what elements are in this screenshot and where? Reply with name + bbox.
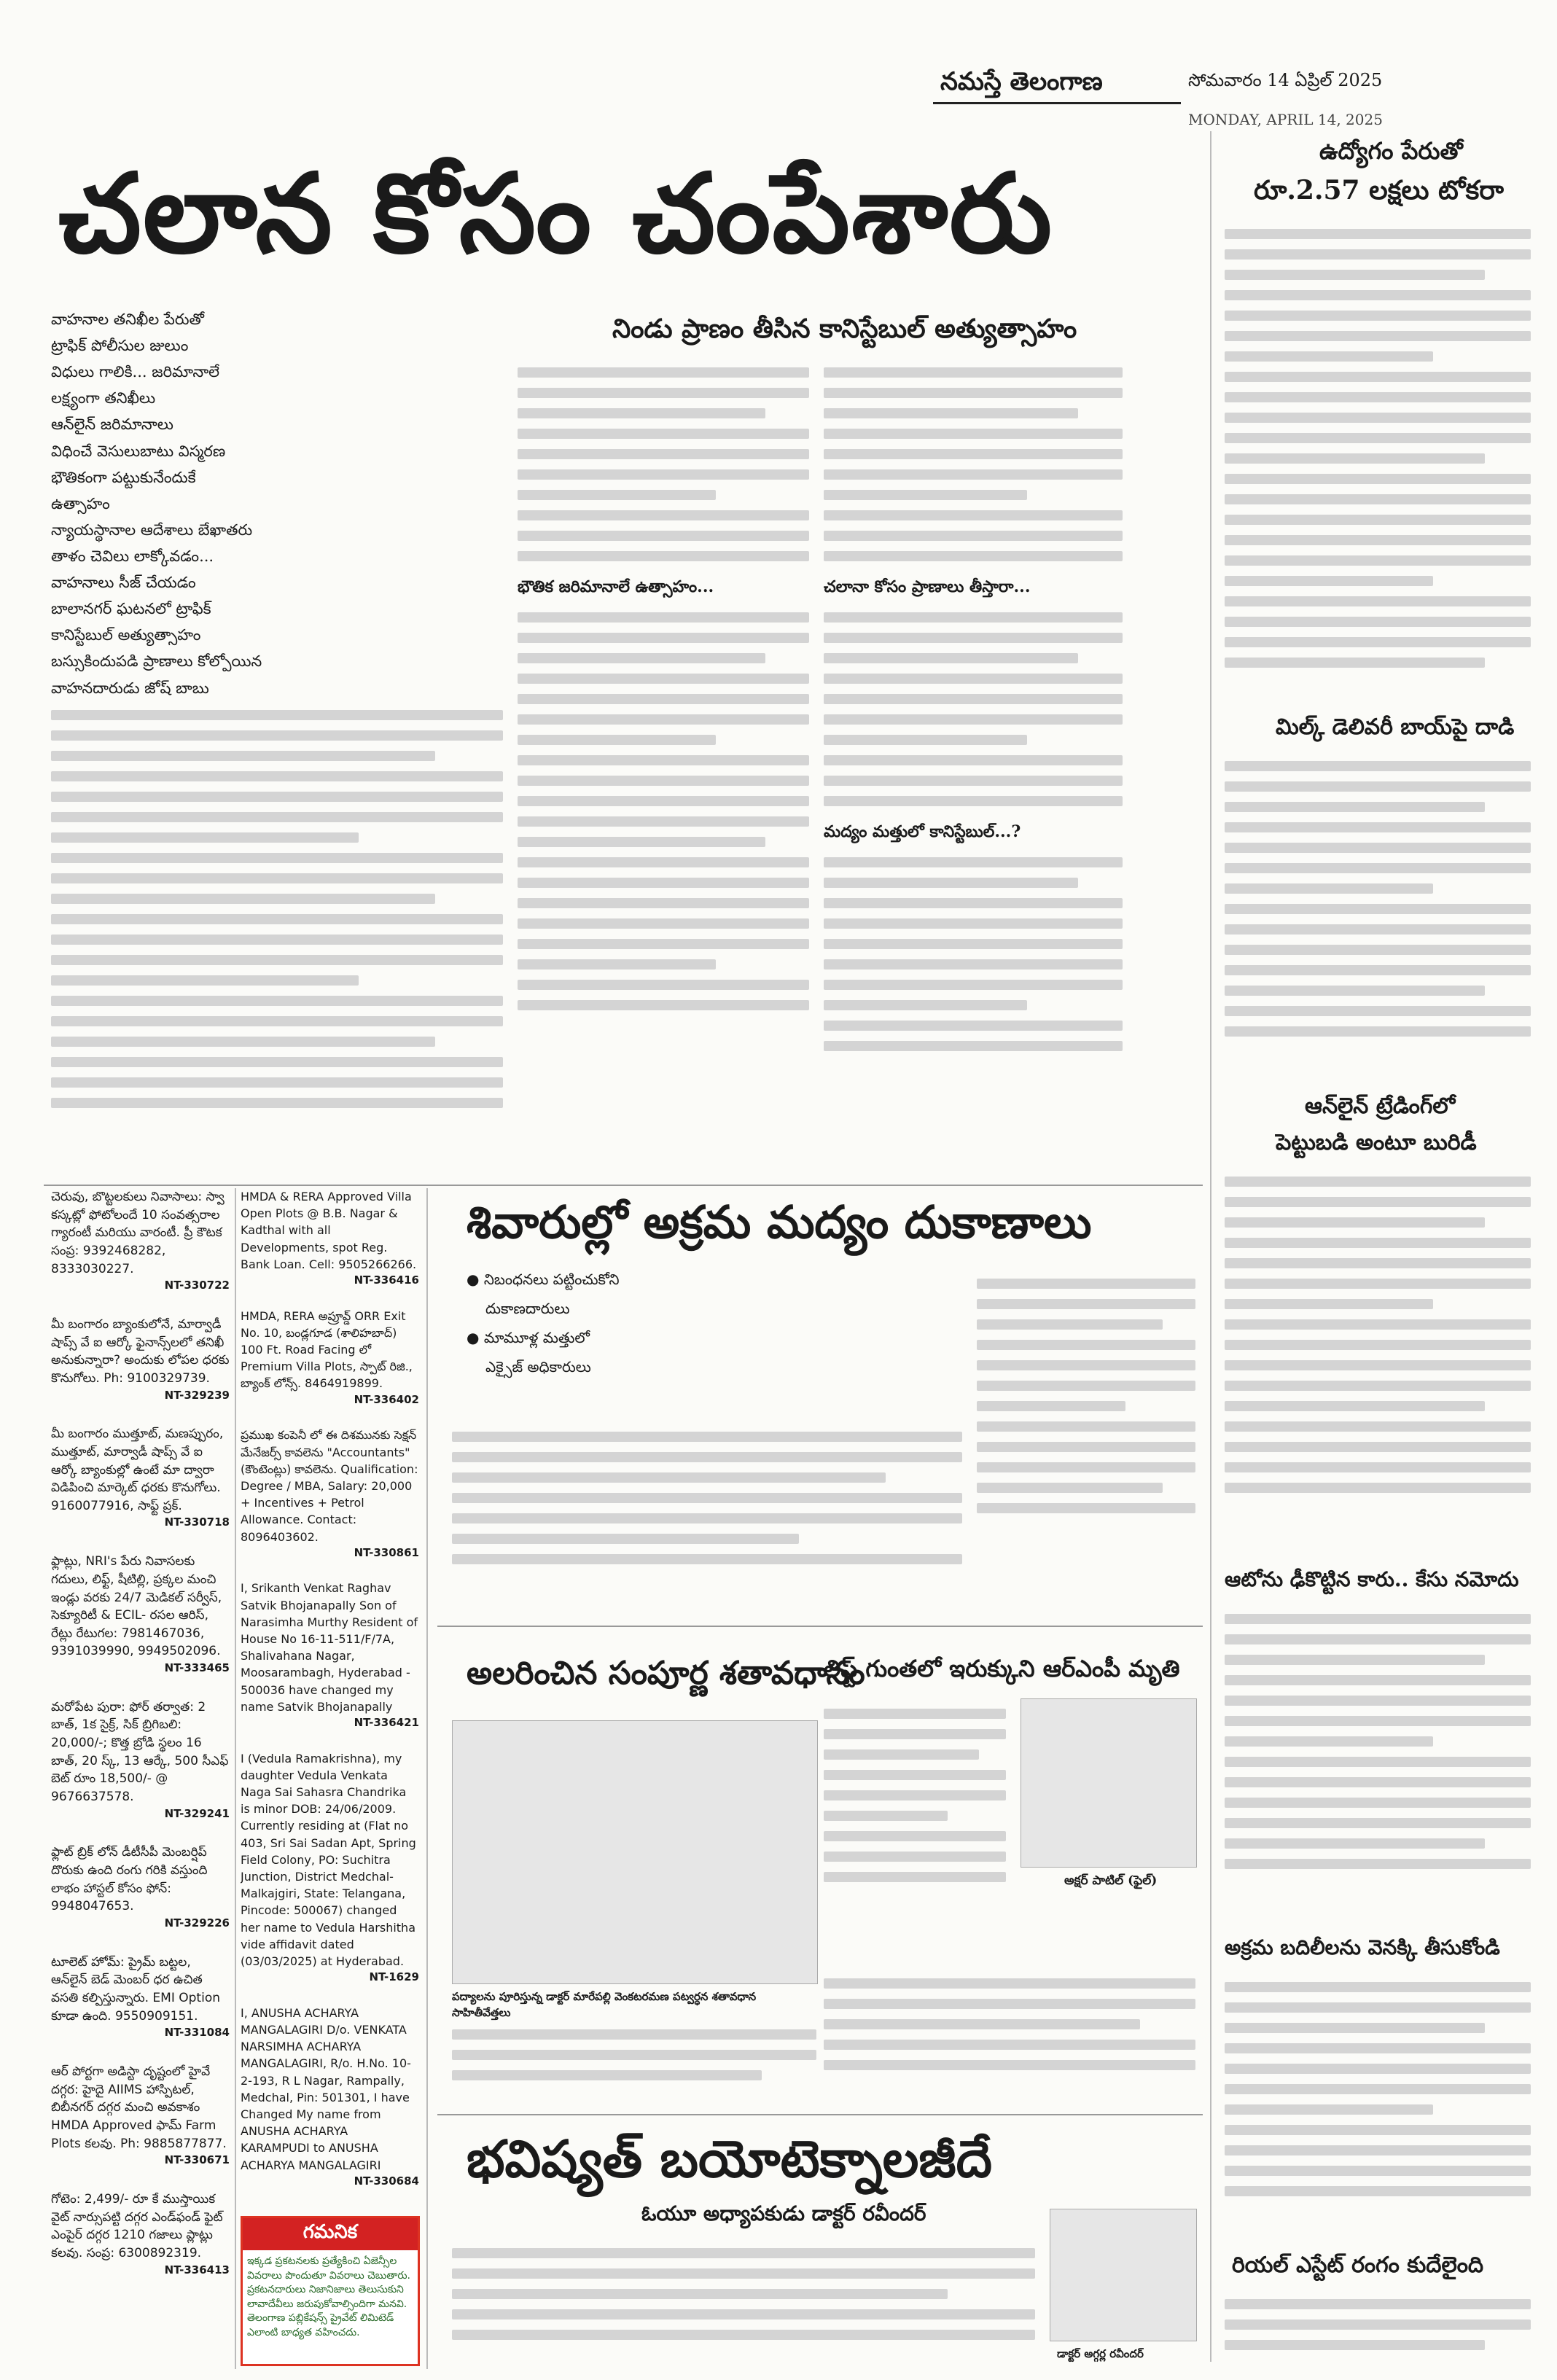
classified-ad: మీ బంగారం బ్యాంకులోనే, మార్వాడీ షాప్స్ వే ఐ ఆర్కో ఫైనాన్స్‌లలో తనిఖీ అనుకున్నారా? అందుకు లోపల ధరకు కొనుగోలు. Ph: 9100329739. NT-329239 xyxy=(51,1316,230,1402)
notice-text: ఇక్కడ ప్రకటనలకు ప్రత్యేకించి ఏజెన్సీల వివరాలు పొందుతూ వివరాలు చెబుతారు. ప్రకటనదారులు నిజానిజాలు తెలుసుకుని లావాదేవీలు జరుపుకోవాల్సిందిగా మనవి. తెలంగాణ పబ్లికేషన్స్ ప్రైవేట్ లిమిటెడ్ ఎలాంటి బాధ్యత వహించదు. xyxy=(247,2255,410,2338)
summary-line: తాళం చెవిలు లాక్కోవడం... xyxy=(51,547,214,565)
classified-ad: మరోపేట పురా: ఫోర్ తర్వాత: 2 బాత్, 1క సైక్ర్, సిక్ బ్రిగిబలి: 20,000/-; కొత్త బ్రోడి స్థలం 16 బాత్, 20 స్క్, 13 ఆర్కే, 500 సీఎఫ్ బెట్ రూం 18,500/- @ 9676637578. NT-329241 xyxy=(51,1699,230,1820)
liquor-headline: శివారుల్లో అక్రమ మద్యం దుకాణాలు xyxy=(467,1195,1092,1249)
summary-line: భౌతికంగా పట్టుకునేందుకే xyxy=(51,468,196,486)
summary-line: ఉత్సాహం xyxy=(51,494,110,512)
lead-headline: చలాన కోసం చంపేశారు xyxy=(58,149,1054,278)
summary-line: ట్రాఫిక్ పోలీసుల జులుం xyxy=(51,337,189,355)
lift-body xyxy=(824,1698,1006,1961)
summary-line: వాహనాల తనిఖీల పేరుతో xyxy=(51,311,205,328)
classified-ad: చెరువు, బొట్టలకులు నివాసాలు: స్వా కస్కట్లో ఫోటోలందే 10 సంవత్సరాల గ్యారంటీ మరియు వారంటీ. ప్రీ కౌటక సంప్ర: 9392468282, 8333030227. NT-330722 xyxy=(51,1190,230,1292)
lead-body-right xyxy=(824,357,1123,1181)
classified-ad: I, ANUSHA ACHARYA MANGALAGIRI D/o. VENKATA NARSIMHA ACHARYA MANGALAGIRI, R/o. H.No. 10-2-193, R L Nagar, Rampally, Medchal, Pin: 501301, I have Changed My name from ANUSHA ACHARYA KARAMPUDI to ANUSHA ACHARYA MANGALAGIRI NT-330684 xyxy=(241,2005,419,2188)
classified-ad: టూలెట్ హోమ్: ప్రైమ్ బట్టల, ఆన్‌లైన్ బెడ్ మెంబర్ ధర ఉచిత వసతి కల్పిస్తున్నారు. EMI Option కూడా ఉంది. 9550909151. NT-331084 xyxy=(51,1954,230,2040)
liquor-bullets xyxy=(467,1265,685,1381)
story-title: ఉద్యోగం పేరుతో xyxy=(1319,137,1463,165)
lead-subhead-3: మద్యం మత్తులో కానిస్టేబుల్...? xyxy=(824,822,1021,842)
classified-ad: I (Vedula Ramakrishna), my daughter Vedula Venkata Naga Sai Sahasra Chandrika is minor DOB: 24/06/2009. Currently residing at (Flat no 403, Sri Sai Sadan Apt, Spring Field Colony, PO: Suchitra Junction, District Medchal-Malkajgiri, State: Telangana, Pincode: 500067) changed her name to Vedula Harshitha vide affidavit dated (03/03/2025) at Hyderabad. NT-1629 xyxy=(241,1751,419,1984)
lead-summary xyxy=(51,306,284,701)
summary-line: కానిస్టేబుల్ అత్యుత్సాహం xyxy=(51,626,201,644)
notice-box xyxy=(241,2216,420,2366)
classified-ad: ఫ్లాట్ బ్రిక్ లోన్ డీటీసీపీ మెంబర్షిప్ దొరుకు ఉంది రంగు గరికి వస్తుంది లాభం హాస్టల్ కోసం ఫోన్: 9948047653. NT-329226 xyxy=(51,1845,230,1930)
biotech-body xyxy=(452,2238,1035,2369)
section-rule xyxy=(437,1626,1203,1627)
lift-body xyxy=(824,1968,1195,2107)
bullet-item: ● నిబంధనలు పట్టించుకోని xyxy=(467,1271,620,1288)
story-title: మిల్క్ డెలివరీ బాయ్‌పై దాడి xyxy=(1276,714,1515,740)
classified-ad: గోటెం: 2,499/- రూ కే ముస్తాయిక వైట్ నార్సుపట్టి దగ్గర ఎండ్‌ఫండ్ ఫైట్ ఎంపైర్ దగ్గర 1210 గజాలు ప్లాట్లు కలవు. సంప్ర: 6300892319. NT-336413 xyxy=(51,2191,230,2276)
summary-line: విధులు గాలికి... జరిమానాలే xyxy=(51,363,220,381)
shatavadhanam-body xyxy=(452,2019,816,2107)
shatavadhanam-caption: పద్యాలను పూరిస్తున్న డాక్టర్ మారేపల్లి వెంకటరమణ పట్వర్ధన శతావధాన సాహితీవేత్తలు xyxy=(452,1990,757,2019)
story-title: రియల్ ఎస్టేట్ రంగం కుదేలైంది xyxy=(1232,2252,1484,2278)
liquor-body xyxy=(452,1421,962,1618)
story-title: అక్రమ బదిలీలను వెనక్కి తీసుకోండి xyxy=(1225,1935,1500,1959)
story-body xyxy=(1225,751,1531,1093)
summary-line: బాలానగర్ ఘటనలో ట్రాఫిక్ xyxy=(51,600,211,618)
date-english: MONDAY, APRIL 14, 2025 xyxy=(1188,111,1383,128)
masthead-rule xyxy=(933,102,1181,104)
summary-line: ఆన్‌లైన్ జరిమానాలు xyxy=(51,415,173,434)
story-title: పెట్టుబడి అంటూ బురిడీ xyxy=(1276,1130,1477,1155)
classified-ad: I, Srikanth Venkat Raghav Satvik Bhojanapally Son of Narasimha Murthy Resident of House No 16-11-511/F/7A, Shalivahana Nagar, Moosarambagh, Hyderabad - 500036 have changed my name Satvik Bhojanapally NT-336421 xyxy=(241,1581,419,1729)
classified-ad: ఫ్లాట్లు, NRI's పేరు నివాసలకు గదులు, లిఫ్ట్, షీటిల్లి, ప్రక్కల మంచి ఇండ్లు వరకు 24/7 మెడికల్ సర్వీస్, సెక్యూరిటీ & ECIL- రసల ఆరిస్, రేట్లు రేటుగల: 7981467036, 9391039990, 9949502096. NT-333465 xyxy=(51,1554,230,1675)
lead-body-left xyxy=(51,700,503,1181)
story-body xyxy=(1225,1166,1531,1560)
story-title: రూ.2.57 లక్షలు టోకరా xyxy=(1254,175,1505,206)
date-telugu: సోమవారం 14 ఏప్రిల్ 2025 xyxy=(1188,70,1383,90)
summary-line: బస్సుకిందుపడి ప్రాణాలు కోల్పోయిన xyxy=(51,652,262,671)
summary-line: లక్ష్యంగా తనిఖీలు xyxy=(51,389,156,407)
column-rule xyxy=(1210,131,1211,2362)
classified-ad: HMDA, RERA అప్రూవ్డ్ ORR Exit No. 10, బండ్లగూడ (శాలిహబాద్) 100 Ft. Road Facing లో Premium Villa Plots, స్పాట్ రిజి., బ్యాంక్ లోన్స్. 8464919899. NT-336402 xyxy=(241,1308,419,1406)
classifieds-column-2 xyxy=(241,1188,419,2209)
summary-line: న్యాయస్థానాల ఆదేశాలు బేఖాతరు xyxy=(51,520,253,539)
shatavadhanam-photo xyxy=(452,1720,818,1984)
summary-line: వాహనదారుడు జోష్ బాబు xyxy=(51,679,209,697)
classified-ad: ఆర్ పోర్టగా అడిస్టా దృష్టంలో హైవే దగ్గర: హైదై AIIMS హాస్పిటల్, బిబీనగర్ దగ్గర మంచి అవకాశం HMDA Approved ఫామ్ Farm Plots కలవు. Ph: 9885877877. NT-330671 xyxy=(51,2064,230,2167)
lead-subhead-1: భౌతిక జరిమానాలే ఉత్సాహం... xyxy=(518,577,714,596)
biotech-subhead: ఓయూ అధ్యాపకుడు డాక్టర్ రవీందర్ xyxy=(641,2201,926,2225)
masthead-name: నమస్తే తెలంగాణ xyxy=(940,67,1103,96)
lead-subhead-2: చలానా కోసం ప్రాణాలు తీస్తారా... xyxy=(824,577,1031,596)
liquor-body xyxy=(977,1268,1195,1618)
biotech-photo xyxy=(1050,2209,1197,2341)
classified-rule xyxy=(235,1188,236,2369)
classified-ad: ప్రముఖ కంపెనీ లో ఈ దిశమునకు సెక్షన్ మేనేజర్స్ కావలెను "Accountants" (కౌంటెంట్లు) కావలెను. Qualification: Degree / MBA, Salary: 20,000 + Incentives + Petrol Allowance. Contact: 8096403602. NT-330861 xyxy=(241,1428,419,1559)
story-title: ఆటోను ఢీకొట్టిన కారు.. కేసు నమోదు xyxy=(1225,1567,1519,1591)
classifieds-column-1 xyxy=(51,1188,230,2369)
story-body xyxy=(1225,1972,1531,2256)
biotech-headline: భవిష్యత్ బయోటెక్నాలజీదే xyxy=(467,2129,993,2189)
summary-line: వాహనాలు సీజ్ చేయడం xyxy=(51,574,196,592)
shatavadhanam-headline: అలరించిన సంపూర్ణ శతావధానం xyxy=(467,1655,865,1692)
lead-subhead: నిండు ప్రాణం తీసిన కానిస్టేబుల్ అత్యుత్సాహం xyxy=(612,313,1077,344)
section-rule xyxy=(437,2114,1203,2115)
lead-body-mid xyxy=(518,357,809,1181)
story-body xyxy=(1225,1604,1531,1932)
classified-rule xyxy=(426,1188,428,2369)
section-rule xyxy=(44,1185,1203,1186)
lift-photo-caption: అక్షర్ పాటిల్ (ఫైల్) xyxy=(1064,1873,1158,1888)
story-body xyxy=(1225,219,1531,729)
lift-headline: లిఫ్ట్ గుంతలో ఇరుక్కుని ఆర్‌ఎంపీ మృతి xyxy=(824,1655,1180,1682)
notice-title: గమనిక xyxy=(243,2218,418,2250)
classified-ad: మీ బంగారం ముత్తూట్, మణప్పురం, ముత్తూట్, మార్వాడీ షాప్స్ వే ఐ ఆర్కో బ్యాంకుల్లో ఉంటే మా ద్వారా విడిపించి మార్కెట్ ధరకు కొనుగోలు. 9160077916, సాఫ్ట్ ప్రక్. NT-330718 xyxy=(51,1427,230,1529)
bullet-item: ఎక్సైజ్ అధికారులు xyxy=(485,1358,591,1376)
lift-photo xyxy=(1021,1698,1197,1868)
story-body xyxy=(1225,2289,1531,2369)
summary-line: విధించే వెసులుబాటు విస్మరణ xyxy=(51,442,226,460)
classified-ad: HMDA & RERA Approved Villa Open Plots @ B.B. Nagar & Kadthal with all Developments, spot Reg. Bank Loan. Cell: 9505266266. NT-336416 xyxy=(241,1190,419,1287)
bullet-item: ● మామూళ్ల మత్తులో xyxy=(467,1329,590,1346)
biotech-photo-caption: డాక్టర్ అగ్గర్ల రవీందర్ xyxy=(1057,2347,1144,2360)
bullet-item: దుకాణదారులు xyxy=(485,1300,570,1317)
story-title: ఆన్‌లైన్ ట్రేడింగ్‌లో xyxy=(1305,1093,1456,1119)
